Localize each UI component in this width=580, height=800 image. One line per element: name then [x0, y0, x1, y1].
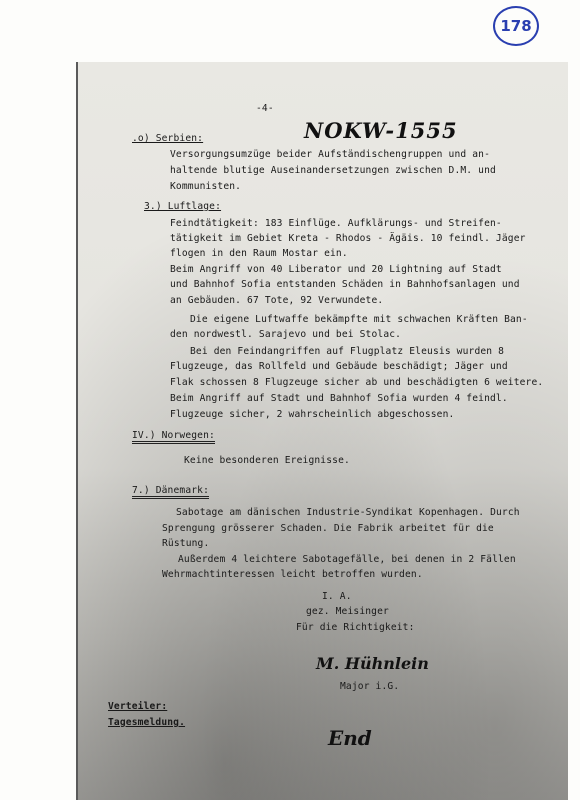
- handwritten-reference: NOKW-1555: [304, 118, 458, 143]
- section-serbien-heading: .o) Serbien:: [132, 133, 204, 144]
- luftlage-line: den nordwestl. Sarajevo und bei Stolac.: [170, 329, 402, 340]
- handwritten-signature: M. Hühnlein: [316, 654, 429, 673]
- serbien-line: Kommunisten.: [170, 181, 242, 192]
- luftlage-line: und Bahnhof Sofia entstanden Schäden in Bahnhofsanlagen und: [170, 279, 520, 290]
- signature-line: I. A.: [322, 591, 352, 602]
- luftlage-line: Flak schossen 8 Flugzeuge sicher ab und beschädigten 6 weitere.: [170, 377, 544, 388]
- luftlage-line: Beim Angriff auf Stadt und Bahnhof Sofia wurden 4 feindl.: [170, 393, 508, 404]
- verteiler-label: Verteiler:: [108, 701, 168, 712]
- page-marker: -4-: [256, 103, 274, 114]
- daenemark-line: Rüstung.: [162, 538, 210, 549]
- serbien-line: Versorgungsumzüge beider Aufständischengruppen und an-: [170, 149, 490, 160]
- daenemark-line: Außerdem 4 leichtere Sabotagefälle, bei denen in 2 Fällen: [178, 554, 516, 565]
- end-mark: End: [328, 726, 372, 750]
- luftlage-line: Flugzeuge sicher, 2 wahrscheinlich abgeschossen.: [170, 409, 455, 420]
- luftlage-line: Feindtätigkeit: 183 Einflüge. Aufklärungs- und Streifen-: [170, 218, 502, 229]
- signature-line: gez. Meisinger: [306, 606, 389, 617]
- daenemark-line: Wehrmachtinteressen leicht betroffen wurden.: [162, 569, 423, 580]
- luftlage-line: Bei den Feindangriffen auf Flugplatz Eleusis wurden 8: [190, 346, 505, 357]
- daenemark-line: Sprengung grösserer Schaden. Die Fabrik arbeitet für die: [162, 523, 494, 534]
- section-daenemark-heading: 7.) Dänemark:: [132, 486, 209, 499]
- serbien-line: haltende blutige Auseinandersetzungen zwischen D.M. und: [170, 165, 496, 176]
- section-norwegen-heading: IV.) Norwegen:: [132, 431, 215, 444]
- document-page: [78, 62, 568, 800]
- signature-rank: Major i.G.: [340, 681, 400, 692]
- norwegen-text: Keine besonderen Ereignisse.: [184, 455, 350, 466]
- signature-line: Für die Richtigkeit:: [296, 622, 415, 633]
- tagesmeldung-label: Tagesmeldung.: [108, 717, 186, 728]
- luftlage-line: flogen in den Raum Mostar ein.: [170, 248, 348, 259]
- archive-stamp: 178: [493, 6, 539, 46]
- luftlage-line: Flugzeuge, das Rollfeld und Gebäude beschädigt; Jäger und: [170, 361, 508, 372]
- daenemark-line: Sabotage am dänischen Industrie-Syndikat Kopenhagen. Durch: [176, 507, 520, 518]
- luftlage-line: tätigkeit im Gebiet Kreta - Rhodos - Ägäis. 10 feindl. Jäger: [170, 233, 526, 244]
- section-luftlage-heading: 3.) Luftlage:: [144, 201, 222, 212]
- luftlage-line: Die eigene Luftwaffe bekämpfte mit schwachen Kräften Ban-: [190, 314, 528, 325]
- luftlage-line: Beim Angriff von 40 Liberator und 20 Lightning auf Stadt: [170, 264, 502, 275]
- luftlage-line: an Gebäuden. 67 Tote, 92 Verwundete.: [170, 295, 384, 306]
